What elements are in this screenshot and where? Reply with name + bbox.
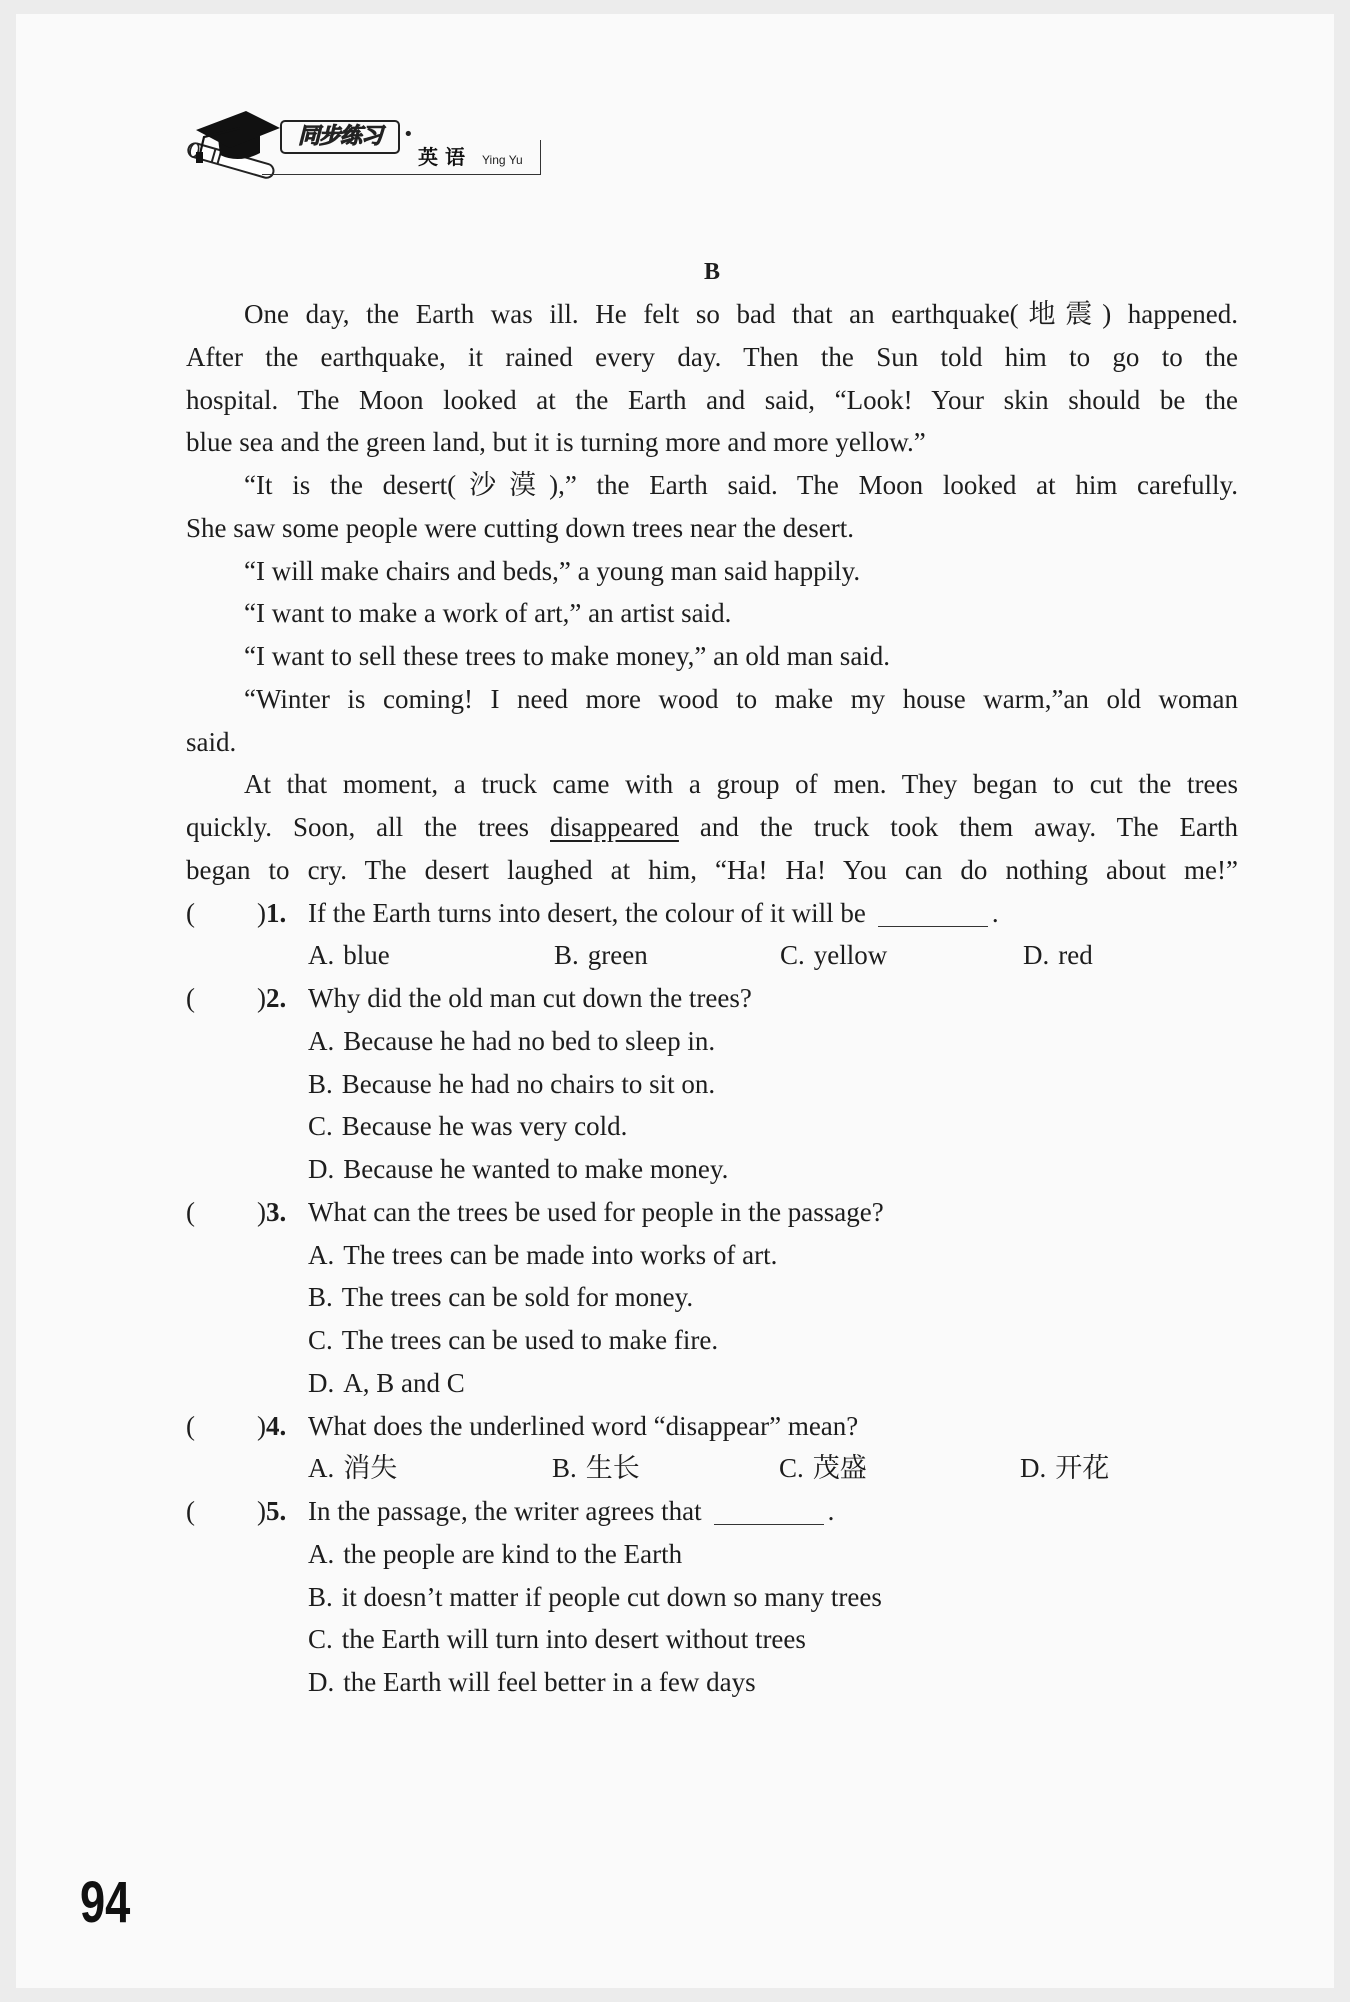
- answer-bracket-open: (: [186, 897, 195, 928]
- passage-line: “It is the desert(沙漠),” the Earth said. The Moon looked at him carefully.: [244, 470, 1238, 500]
- subject-pinyin: Ying Yu: [482, 153, 523, 167]
- question-text: What can the trees be used for people in the passage?: [308, 1196, 884, 1227]
- passage-line: “I will make chairs and beds,” a young man said happily.: [244, 555, 861, 586]
- option-letter: B.: [552, 1453, 577, 1484]
- passage-paragraph: [186, 635, 1238, 678]
- option-text: red: [1058, 940, 1093, 971]
- option-b: [186, 1576, 1238, 1619]
- option-wrap: [308, 1661, 756, 1704]
- passage-paragraph: [186, 678, 1238, 764]
- passage-paragraph: [186, 763, 1238, 891]
- option-letter: C.: [308, 1325, 333, 1355]
- option-text: the people are kind to the Earth: [343, 1538, 683, 1569]
- option-text: The trees can be made into works of art.: [343, 1239, 778, 1270]
- option-b: [186, 1276, 1238, 1319]
- option-text: it doesn’t matter if people cut down so many trees: [341, 1581, 882, 1612]
- option-a: [186, 1533, 1238, 1576]
- option-b: [554, 934, 648, 977]
- option-letter: D.: [308, 1154, 335, 1184]
- option-letter: C.: [308, 1111, 333, 1142]
- option-a: [186, 1234, 1238, 1277]
- option-letter: A.: [308, 940, 335, 971]
- option-letter: B.: [554, 940, 579, 971]
- passage-paragraph: [186, 592, 1238, 635]
- option-text: 消失: [343, 1453, 398, 1484]
- question-stem: [186, 1490, 1238, 1533]
- option-wrap: [308, 1362, 465, 1405]
- option-wrap: [308, 1063, 715, 1106]
- option-letter: B.: [308, 1068, 333, 1099]
- answer-bracket-open: (: [186, 1196, 195, 1227]
- option-wrap: [308, 1234, 777, 1277]
- option-a: [186, 1020, 1238, 1063]
- answer-bracket-close: ): [257, 983, 266, 1013]
- question-stem: [186, 1191, 1238, 1234]
- option-wrap: [308, 1576, 882, 1619]
- passage-line: “I want to sell these trees to make money,” an old man said.: [244, 641, 891, 671]
- question-item: [186, 977, 1238, 1191]
- question-text: If the Earth turns into desert, the colour of it will be: [308, 897, 866, 928]
- option-text: Because he was very cold.: [341, 1111, 628, 1142]
- option-c: [186, 1105, 1238, 1148]
- option-b: [552, 1447, 640, 1490]
- question-text-wrap: [308, 1490, 834, 1533]
- series-title: 同步练习: [280, 120, 400, 154]
- question-stem: [186, 977, 1238, 1020]
- section-label: B: [703, 259, 720, 285]
- option-text: 茂盛: [812, 1453, 867, 1484]
- page-number: 94: [80, 1870, 131, 1935]
- option-letter: D.: [1020, 1453, 1047, 1484]
- subject-title: 英 语: [418, 145, 465, 169]
- option-letter: C.: [779, 1453, 804, 1484]
- option-text: The trees can be sold for money.: [341, 1282, 694, 1313]
- header-rule: [262, 174, 541, 175]
- passage-line: hospital. The Moon looked at the Earth and said, “Look! Your skin should be the: [186, 384, 1238, 415]
- option-text: blue: [343, 940, 390, 971]
- passage-paragraph: [186, 464, 1238, 550]
- passage-paragraph: [186, 550, 1238, 593]
- option-c: [780, 934, 887, 977]
- question-end-punct: .: [827, 1496, 835, 1526]
- option-text: yellow: [813, 940, 888, 971]
- option-text: Because he had no chairs to sit on.: [341, 1068, 716, 1099]
- option-d: [1023, 934, 1093, 977]
- option-letter: C.: [780, 940, 805, 971]
- option-text: Because he had no bed to sleep in.: [343, 1025, 716, 1056]
- option-text: 生长: [585, 1453, 640, 1484]
- option-text: 开花: [1055, 1453, 1110, 1484]
- option-letter: D.: [1023, 940, 1050, 971]
- question-item: [186, 1191, 1238, 1405]
- question-number: 3.: [266, 1196, 287, 1227]
- option-letter: D.: [308, 1367, 335, 1398]
- header-vertical-rule: [540, 140, 541, 175]
- option-letter: B.: [308, 1282, 333, 1313]
- question-item: [186, 1405, 1238, 1491]
- reading-content: [186, 293, 1238, 1704]
- option-text: the Earth will feel better in a few days: [343, 1667, 756, 1697]
- answer-blank: [878, 900, 988, 927]
- passage-line: blue sea and the green land, but it is turning more and more yellow.”: [186, 427, 926, 458]
- option-wrap: [308, 1148, 728, 1191]
- answer-bracket-open: (: [186, 983, 195, 1013]
- passage-line: [186, 806, 1238, 849]
- option-c: [186, 1319, 1238, 1362]
- option-text: Because he wanted to make money.: [343, 1154, 729, 1184]
- answer-bracket-open: (: [186, 1410, 195, 1441]
- option-letter: D.: [308, 1667, 335, 1697]
- option-text: the Earth will turn into desert without trees: [341, 1624, 806, 1655]
- question-number: 5.: [266, 1496, 287, 1526]
- answer-bracket-close: ): [257, 1496, 266, 1526]
- option-text: The trees can be used to make fire.: [341, 1325, 719, 1355]
- option-wrap: [308, 1319, 718, 1362]
- question-text: What does the underlined word “disappear” mean?: [308, 1410, 859, 1441]
- option-a: [308, 934, 390, 977]
- question-text-wrap: [308, 892, 999, 935]
- option-d: [186, 1362, 1238, 1405]
- question-end-punct: .: [991, 897, 999, 928]
- option-wrap: [308, 1276, 693, 1319]
- option-d: [1020, 1447, 1109, 1490]
- question-number: 1.: [266, 897, 287, 928]
- question-item: [186, 1490, 1238, 1704]
- option-text: A, B and C: [343, 1367, 465, 1398]
- options-row: [186, 1447, 1238, 1490]
- passage-line: “I want to make a work of art,” an artist said.: [244, 598, 732, 629]
- header-bullet: •: [403, 124, 414, 145]
- option-c: [779, 1447, 867, 1490]
- option-c: [186, 1618, 1238, 1661]
- answer-blank: [714, 1498, 824, 1525]
- answer-bracket-open: (: [186, 1496, 195, 1526]
- answer-bracket-close: ): [257, 897, 266, 928]
- passage-paragraph: [186, 293, 1238, 464]
- passage-line: She saw some people were cutting down trees near the desert.: [186, 512, 855, 543]
- question-stem: [186, 892, 1238, 935]
- option-letter: A.: [308, 1453, 335, 1484]
- passage-line: began to cry. The desert laughed at him, “Ha! Ha! You can do nothing about me!”: [186, 854, 1238, 885]
- line-segment: quickly. Soon, all the trees: [186, 812, 550, 842]
- option-letter: B.: [308, 1581, 333, 1612]
- question-number: 4.: [266, 1410, 287, 1441]
- options-row: [186, 934, 1238, 977]
- option-d: [186, 1148, 1238, 1191]
- option-b: [186, 1063, 1238, 1106]
- question-item: [186, 892, 1238, 978]
- option-letter: C.: [308, 1624, 333, 1655]
- option-d: [186, 1661, 1238, 1704]
- passage-line: After the earthquake, it rained every day. Then the Sun told him to go to the: [186, 341, 1238, 372]
- passage-line: said.: [186, 726, 237, 757]
- line-segment: and the truck took them away. The Earth: [678, 812, 1238, 842]
- underlined-word: disappeared: [550, 812, 679, 842]
- passage-line: “Winter is coming! I need more wood to make my house warm,”an old woman: [244, 683, 1238, 714]
- question-number: 2.: [266, 983, 287, 1013]
- passage-line: At that moment, a truck came with a group of men. They began to cut the trees: [244, 769, 1238, 800]
- answer-bracket-close: ): [257, 1196, 266, 1227]
- option-wrap: [308, 1105, 627, 1148]
- option-wrap: [308, 1020, 715, 1063]
- passage-line: One day, the Earth was ill. He felt so bad that an earthquake(地震) happened.: [244, 299, 1238, 329]
- question-text: Why did the old man cut down the trees?: [308, 983, 752, 1013]
- question-stem: [186, 1405, 1238, 1448]
- option-text: green: [587, 940, 648, 971]
- answer-bracket-close: ): [257, 1410, 266, 1441]
- option-wrap: [308, 1533, 682, 1576]
- option-letter: A.: [308, 1239, 335, 1270]
- option-wrap: [308, 1618, 806, 1661]
- option-a: [308, 1447, 397, 1490]
- question-text: In the passage, the writer agrees that: [308, 1496, 702, 1526]
- option-letter: A.: [308, 1025, 335, 1056]
- option-letter: A.: [308, 1538, 335, 1569]
